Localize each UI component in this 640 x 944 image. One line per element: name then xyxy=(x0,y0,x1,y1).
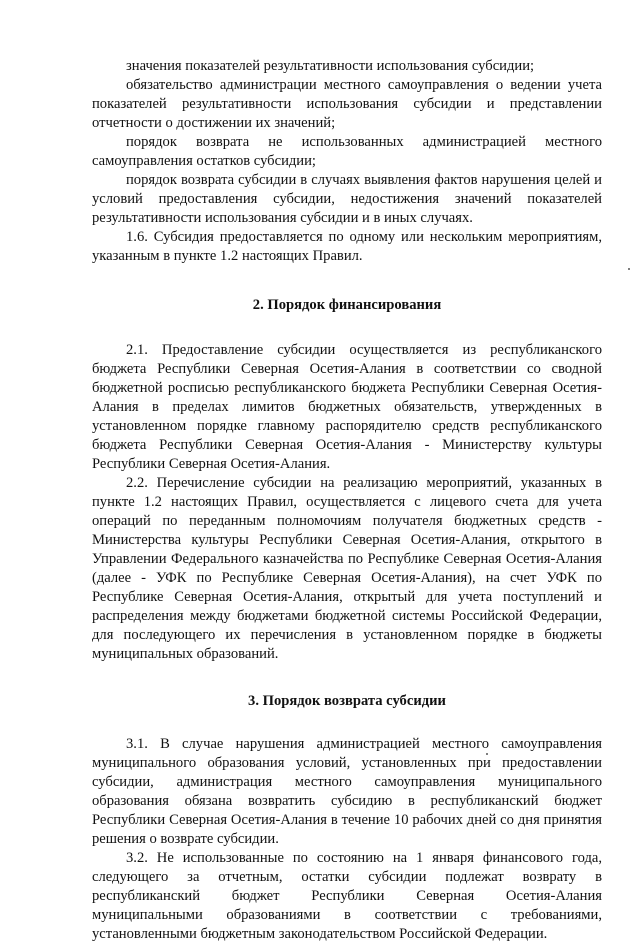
section-heading-return: 3. Порядок возврата субсидии xyxy=(248,693,446,709)
paragraph-3-2: 3.2. Не использованные по состоянию на 1 января финансового года, следующего за отчетным, остатки субсидии подлежат возврату в республиканский бюджет Республики Северная Осетия-Алания муниципальными образованиями в соответствии с требованиями, установленными бюджетным законодательством Российской Федерации. xyxy=(92,850,602,942)
paragraph-2-2: 2.2. Перечисление субсидии на реализацию мероприятий, указанных в пункте 1.2 настоящих Правил, осуществляется с лицевого счета для учета операций по переданным полномочиям получателя бюджетных средств - Министерства культуры Республики Северная Осетия-Алания, открытого в Управлении Федерального казначейства по Республике Северная Осетия-Алания (далее - УФК по Республике Северная Осетия-Алания), на счет УФК по Республике Северная Осетия-Алания, открытый для учета поступлений и распределения между бюджетами бюджетной системы Российской Федерации, для последующего их перечисления в установленном порядке в бюджеты муниципальных образований. xyxy=(92,475,602,662)
paragraph-1-6: 1.6. Субсидия предоставляется по одному или нескольким мероприятиям, указанным в пункте 1.2 настоящих Правил. xyxy=(92,229,602,264)
paragraph-2-1: 2.1. Предоставление субсидии осуществляется из республиканского бюджета Республики Северная Осетия-Алания в соответствии со сводной бюджетной росписью республиканского бюджета Республики Северная Осетия-Алания в пределах лимитов бюджетных обязательств, утвержденных в установленном порядке главному распорядителю средств республиканского бюджета Республики Северная Осетия-Алания - Министерству культуры Республики Северная Осетия-Алания. xyxy=(92,342,602,472)
paragraph-accounting-obligation: обязательство администрации местного самоуправления о ведении учета показателей результативности использования субсидии и представлении отчетности о достижении их значений; xyxy=(92,77,602,131)
section-heading-financing: 2. Порядок финансирования xyxy=(252,297,442,313)
scan-speck xyxy=(486,753,488,755)
paragraph-3-1: 3.1. В случае нарушения администрацией местного самоуправления муниципального образования условий, установленных при предоставлении субсидии, администрация местного самоуправления муниципального образования обязана возвратить субсидию в республиканский бюджет Республики Северная Осетия-Алания в течение 10 рабочих дней со дня принятия решения о возврате субсидии. xyxy=(92,736,602,847)
paragraph-return-violations: порядок возврата субсидии в случаях выявления фактов нарушения целей и условий предоставления субсидии, недостижения значений показателей результативности использования субсидии и в иных случаях. xyxy=(92,172,602,226)
scan-speck xyxy=(628,268,630,270)
paragraph-result-indicators: значения показателей результативности использования субсидии; xyxy=(126,58,535,74)
paragraph-return-remains: порядок возврата не использованных администрацией местного самоуправления остатков субсидии; xyxy=(92,134,602,169)
